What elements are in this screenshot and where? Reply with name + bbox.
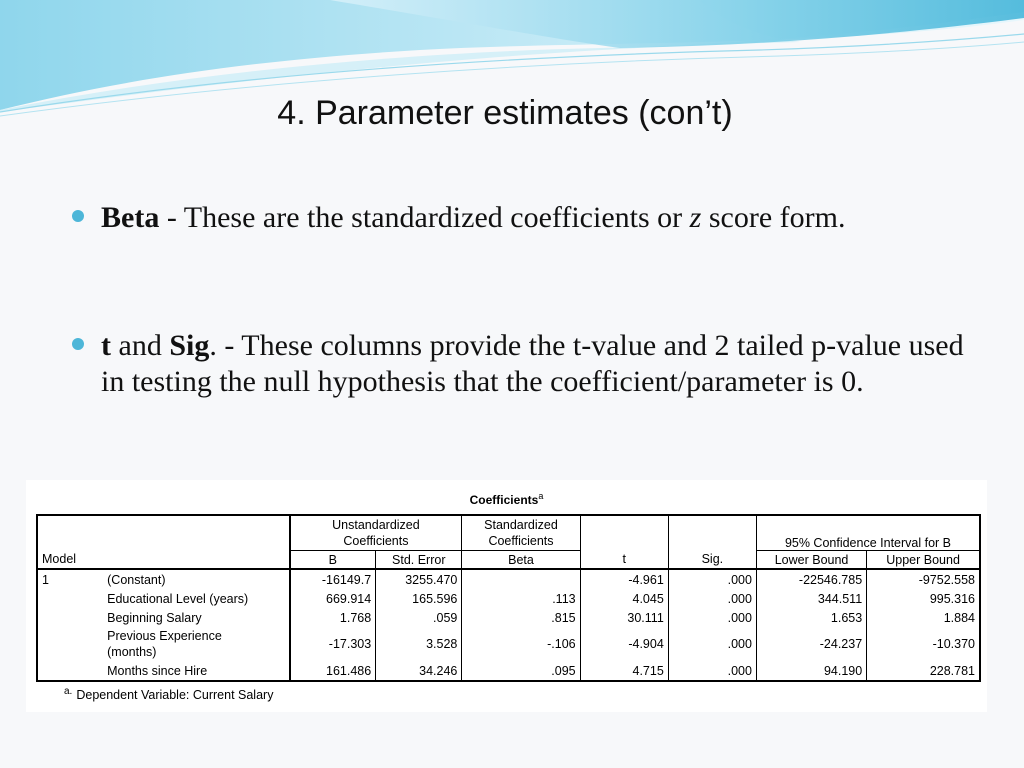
term-and: and (111, 329, 170, 362)
cell-lower: 344.511 (756, 589, 866, 608)
table-row (37, 569, 980, 589)
term-sig: Sig (169, 329, 210, 362)
cell-sig: .000 (668, 661, 756, 681)
header-unstd-line2: Coefficients (343, 534, 409, 548)
bullet-beta-text-end: score form. (701, 201, 846, 234)
model-blank (37, 627, 103, 661)
cell-b: 669.914 (290, 589, 376, 608)
cell-upper: -10.370 (867, 627, 980, 661)
bullet-beta-text: - These are the standardized coefficients or (159, 201, 690, 234)
header-confidence-interval: 95% Confidence Interval for B (756, 515, 980, 551)
term-t: t (101, 329, 111, 362)
slide-title: 4. Parameter estimates (con’t) (277, 94, 733, 132)
cell-t: 4.715 (580, 661, 668, 681)
coefficients-panel (26, 480, 987, 712)
cell-t: -4.904 (580, 627, 668, 661)
row-label: Months since Hire (107, 663, 208, 678)
model-blank (37, 589, 103, 608)
coefficients-title (26, 491, 987, 507)
header-std-line2: Coefficients (488, 534, 554, 548)
coefficients-title-text: Coefficients (469, 493, 539, 507)
coefficients-table (36, 514, 981, 682)
cell-t: -4.961 (580, 569, 668, 589)
row-label-line1: Previous Experience (107, 629, 222, 643)
cell-std-error: .059 (376, 608, 462, 627)
row-label: Educational Level (years) (107, 591, 249, 606)
bullet-text (101, 200, 972, 236)
header-unstandardized (290, 515, 462, 551)
table-row (37, 608, 980, 627)
cell-sig: .000 (668, 608, 756, 627)
cell-b: 1.768 (290, 608, 376, 627)
cell-lower: 94.190 (756, 661, 866, 681)
bullet-beta (72, 200, 972, 236)
header-model: Model (37, 551, 290, 570)
cell-upper: 995.316 (867, 589, 980, 608)
row-label-line2: (months) (107, 645, 157, 659)
cell-beta: -.106 (462, 627, 580, 661)
cell-beta: .095 (462, 661, 580, 681)
header-lower-bound: Lower Bound (756, 551, 866, 570)
footnote-marker: a. (64, 686, 73, 697)
header-t: t (580, 551, 668, 570)
table-footnote (64, 686, 273, 702)
cell-upper: -9752.558 (867, 569, 980, 589)
cell-beta: .815 (462, 608, 580, 627)
footnote-text: Dependent Variable: Current Salary (76, 688, 274, 703)
header-upper-bound: Upper Bound (867, 551, 980, 570)
cell-sig: .000 (668, 589, 756, 608)
cell-std-error: 34.246 (376, 661, 462, 681)
model-number: 1 (42, 572, 49, 587)
bullet-dot-icon (72, 338, 84, 350)
bullet-dot-icon (72, 210, 84, 222)
header-empty (37, 515, 290, 551)
model-blank (37, 608, 103, 627)
header-b: B (290, 551, 376, 570)
model-blank (37, 661, 103, 681)
table-row (37, 627, 980, 661)
cell-t: 30.111 (580, 608, 668, 627)
row-label: (Constant) (107, 572, 166, 587)
header-standardized (462, 515, 580, 551)
cell-sig: .000 (668, 569, 756, 589)
header-std-error: Std. Error (376, 551, 462, 570)
header-std-line1: Standardized (484, 518, 558, 532)
cell-b: -17.303 (290, 627, 376, 661)
cell-sig: .000 (668, 627, 756, 661)
cell-std-error: 3255.470 (376, 569, 462, 589)
header-unstd-line1: Unstandardized (332, 518, 420, 532)
header-row-columns (37, 551, 980, 570)
cell-lower: 1.653 (756, 608, 866, 627)
row-label (103, 627, 289, 661)
cell-lower: -24.237 (756, 627, 866, 661)
header-t-blank (580, 515, 668, 551)
cell-b: 161.486 (290, 661, 376, 681)
header-sig-blank (668, 515, 756, 551)
table-row (37, 661, 980, 681)
cell-std-error: 165.596 (376, 589, 462, 608)
cell-upper: 228.781 (867, 661, 980, 681)
cell-upper: 1.884 (867, 608, 980, 627)
term-beta: Beta (101, 201, 160, 234)
z-italic: z (689, 201, 702, 234)
cell-beta: .113 (462, 589, 580, 608)
bullet-t-text: . - These columns provide the t-value and 2 tailed p-value used in testing the null hypothesis that the coefficient/parameter is 0. (101, 329, 964, 398)
coefficients-title-sup: a (538, 491, 544, 501)
cell-beta (462, 569, 580, 589)
header-sig: Sig. (668, 551, 756, 570)
header-beta: Beta (462, 551, 580, 570)
row-label: Beginning Salary (107, 610, 202, 625)
cell-t: 4.045 (580, 589, 668, 608)
header-row-groups (37, 515, 980, 551)
cell-lower: -22546.785 (756, 569, 866, 589)
cell-b: -16149.7 (290, 569, 376, 589)
table-row (37, 589, 980, 608)
bullet-text (101, 328, 972, 400)
bullet-t-sig (72, 328, 972, 400)
cell-std-error: 3.528 (376, 627, 462, 661)
